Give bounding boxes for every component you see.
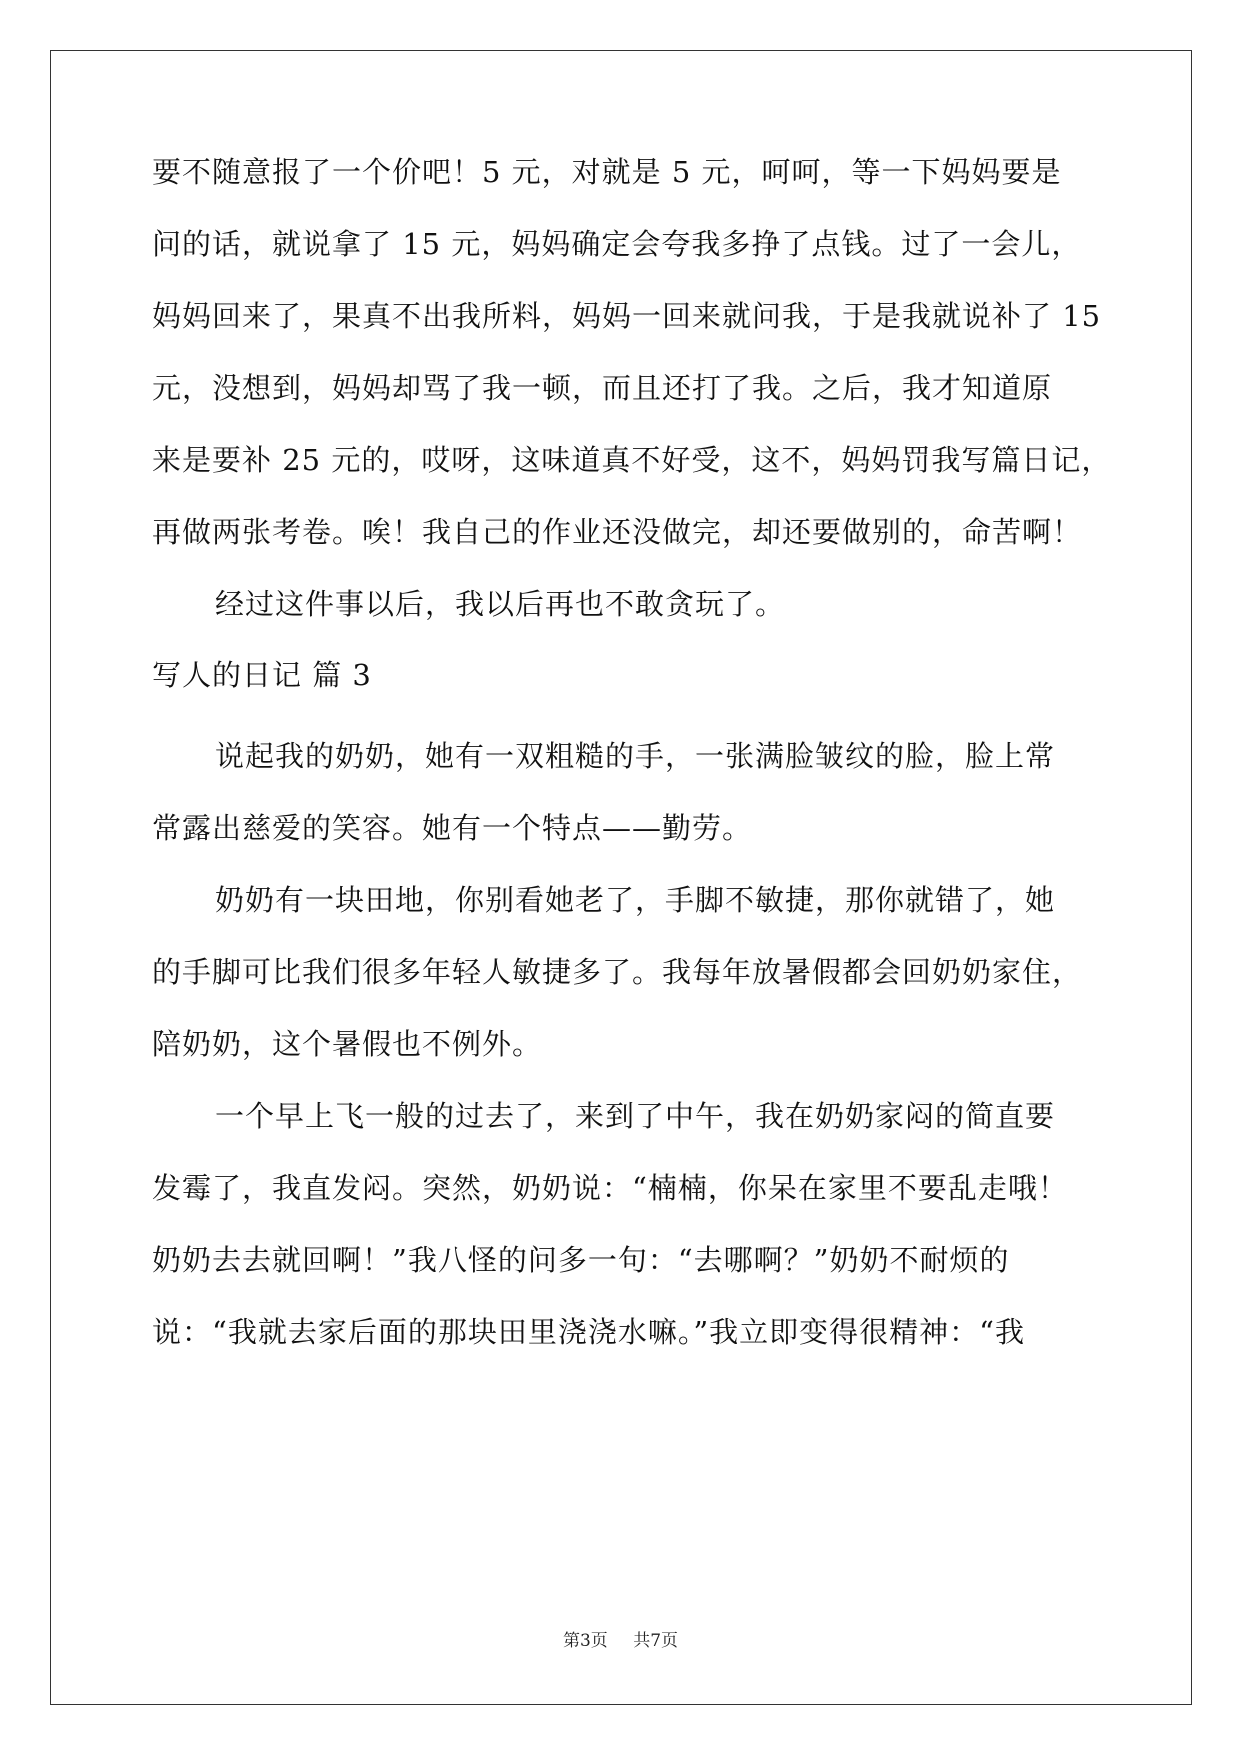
text-line: 再做两张考卷。唉！我自己的作业还没做完，却还要做别的，命苦啊！ <box>152 515 1083 549</box>
text-line: 说起我的奶奶，她有一双粗糙的手，一张满脸皱纹的脸，脸上常 <box>215 739 1056 773</box>
text-line: 问的话，就说拿了 15 元，妈妈确定会夸我多挣了点钱。过了一会儿， <box>152 227 1082 261</box>
text-line: 发霉了，我直发闷。突然，奶奶说：“楠楠，你呆在家里不要乱走哦！ <box>152 1171 1068 1205</box>
page-number: 第3页 <box>562 1631 608 1651</box>
text-line: 元，没想到，妈妈却骂了我一顿，而且还打了我。之后，我才知道原 <box>152 371 1053 405</box>
text-line: 陪奶奶，这个暑假也不例外。 <box>152 1027 543 1061</box>
text-line: 要不随意报了一个价吧！5 元，对就是 5 元，呵呵，等一下妈妈要是 <box>152 155 1062 189</box>
text-line: 奶奶去去就回啊！”我八怪的问多一句：“去哪啊？”奶奶不耐烦的 <box>152 1243 1010 1277</box>
text-line: 来是要补 25 元的，哎呀，这味道真不好受，这不，妈妈罚我写篇日记， <box>152 443 1112 477</box>
text-line: 常露出慈爱的笑容。她有一个特点——勤劳。 <box>152 811 753 845</box>
text-line: 经过这件事以后，我以后再也不敢贪玩了。 <box>215 587 786 621</box>
page-footer <box>0 1630 1241 1652</box>
text-line: 妈妈回来了，果真不出我所料，妈妈一回来就问我，于是我就说补了 15 <box>152 299 1102 333</box>
page-total: 共7页 <box>633 1631 679 1651</box>
text-line: 奶奶有一块田地，你别看她老了，手脚不敏捷，那你就错了，她 <box>215 883 1056 917</box>
text-line: 说：“我就去家后面的那块田里浇浇水嘛。”我立即变得很精神：“我 <box>152 1315 1025 1349</box>
text-line: 一个早上飞一般的过去了，来到了中午，我在奶奶家闷的简直要 <box>215 1099 1056 1133</box>
section-heading: 写人的日记 篇 3 <box>152 658 372 692</box>
text-line: 的手脚可比我们很多年轻人敏捷多了。我每年放暑假都会回奶奶家住， <box>152 955 1083 989</box>
